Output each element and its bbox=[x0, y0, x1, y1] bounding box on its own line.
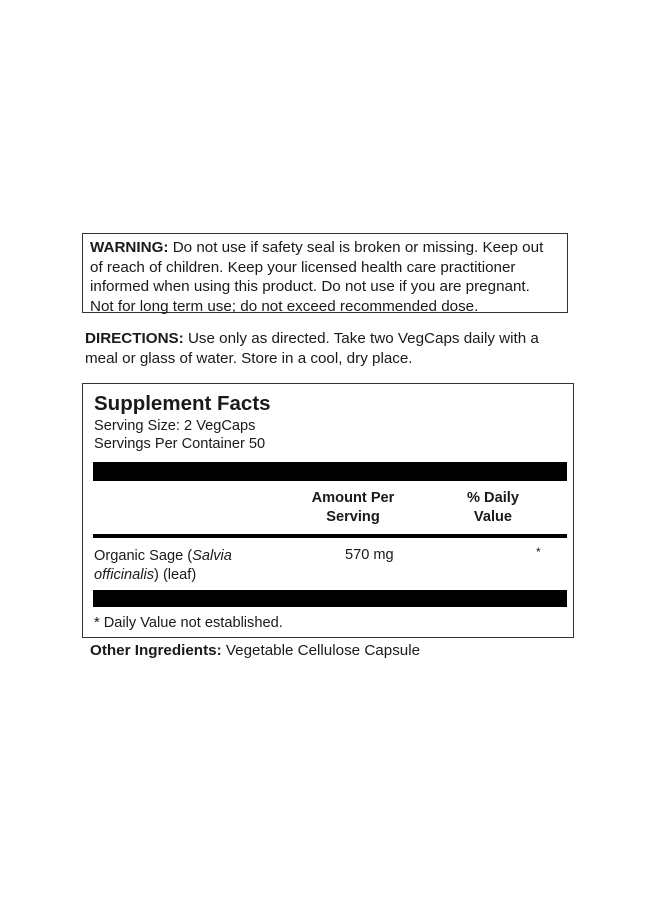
ingredient-amount: 570 mg bbox=[345, 547, 394, 563]
directions-line-1: DIRECTIONS: Use only as directed. Take two VegCaps daily with a bbox=[85, 330, 539, 347]
warning-line-2: of reach of children. Keep your licensed health care practitioner bbox=[90, 258, 516, 276]
warning-box bbox=[82, 233, 568, 313]
servings-per-container: Servings Per Container 50 bbox=[94, 435, 266, 452]
daily-value-footnote: * Daily Value not established. bbox=[94, 615, 283, 631]
thick-divider bbox=[93, 462, 567, 481]
facts-title: Supplement Facts bbox=[94, 392, 271, 415]
warning-line-1: WARNING: Do not use if safety seal is broken or missing. Keep out bbox=[90, 239, 544, 256]
other-ingredients bbox=[90, 642, 420, 659]
amount-per-serving-header: Amount Per Serving bbox=[311, 490, 395, 525]
serving-size: Serving Size: 2 VegCaps bbox=[94, 418, 256, 434]
directions-line-2: meal or glass of water. Store in a cool, dry place. bbox=[85, 349, 413, 367]
directions-label: DIRECTIONS: bbox=[85, 330, 184, 347]
warning-line-3: informed when using this product. Do not use if you are pregnant. bbox=[90, 278, 530, 295]
serving-info bbox=[94, 418, 265, 453]
daily-value-header: % Daily Value bbox=[467, 490, 519, 525]
other-ingredients-value: Vegetable Cellulose Capsule bbox=[221, 642, 421, 659]
warning-label: WARNING: bbox=[90, 239, 169, 256]
other-ingredients-label: Other Ingredients: bbox=[90, 642, 222, 659]
supplement-facts-panel bbox=[82, 383, 574, 638]
ingredient-daily-value: * bbox=[536, 545, 541, 559]
warning-line-4: Not for long term use; do not exceed recommended dose. bbox=[90, 297, 479, 315]
ingredient-name: Organic Sage (Salvia officinalis) (leaf) bbox=[94, 548, 232, 583]
medium-divider bbox=[93, 534, 567, 538]
bottom-divider bbox=[93, 590, 567, 607]
directions-text bbox=[85, 329, 585, 368]
